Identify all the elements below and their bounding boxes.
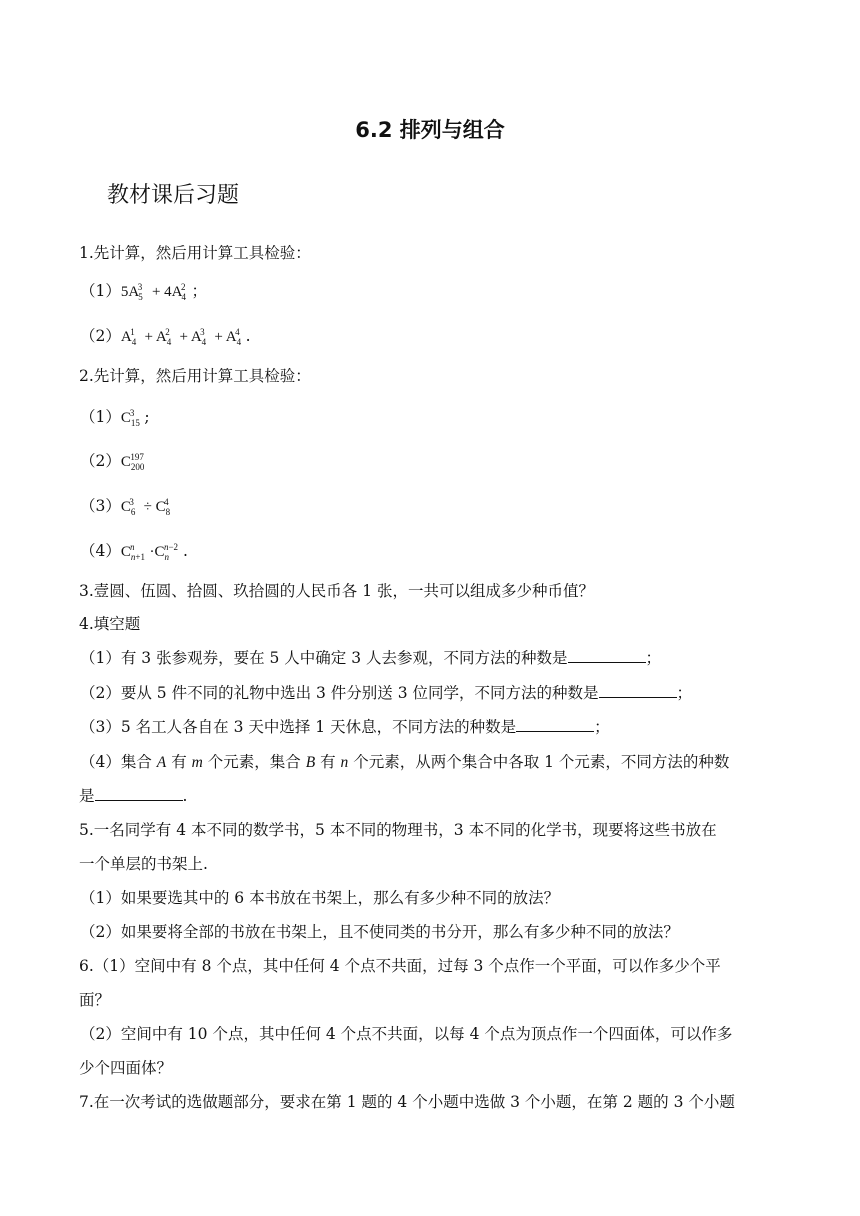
q2-stem: 2.先计算，然后用计算工具检验： xyxy=(79,367,311,385)
q2-part4-expr: $C_{n+1}^n \cdot C_n^{n-2}$ xyxy=(120,542,179,562)
q7-stem-line1: 7.在一次考试的选做题部分，要求在第 1 题的 4 个小题中选做 3 个小题，在第 2 题的 3 个小题 xyxy=(79,1093,735,1111)
q1-stem: 1.先计算，然后用计算工具检验： xyxy=(79,244,311,262)
q6-part1-line2: 面？ xyxy=(79,991,111,1009)
q5-stem-line1: 5.一名同学有 4 本不同的数学书，5 本不同的物理书，3 本不同的化学书，现要将这些书放在 xyxy=(79,821,717,839)
q2-part2-expr: $C_{200}^{197}$ xyxy=(120,452,145,472)
q1-part1: $(1)5A_5^3 + 4A_4^2$ ； xyxy=(80,282,208,302)
page-title: 6.2 排列与组合 xyxy=(355,118,505,142)
section-heading: 教材课后习题 xyxy=(107,183,240,208)
q2-part3: $(3)C_6^3 \div C_8^4$ xyxy=(80,496,175,517)
q5-stem-line2: 一个单层的书架上. xyxy=(79,855,208,873)
q6-part1-line1: 6.（1）空间中有 8 个点，其中任何 4 个点不共面，过每 3 个点作一个平面，可以作多少个平 xyxy=(79,957,721,975)
q4-part3: （3）5 名工人各自在 3 天中选择 1 天休息，不同方法的种数是 ； xyxy=(80,718,610,736)
q4-part4-line2: 是 . xyxy=(79,787,188,805)
q4-part1: （1）有 3 张参观券，要在 5 人中确定 3 人去参观，不同方法的种数是 ； xyxy=(80,649,662,667)
q6-part2-line1: （2）空间中有 10 个点，其中任何 4 个点不共面，以每 4 个点为顶点作一个四面体，可以作多 xyxy=(80,1025,733,1043)
q2-part1-expr: $C_{15}^3$ xyxy=(120,408,140,428)
q2-part1: $(1)C_{15}^3$ ; xyxy=(80,408,150,428)
q2-part2: $(2)C_{200}^{197}$ xyxy=(80,451,158,472)
q2-part4: $(4)C_{n+1}^n \cdot C_n^{n-2}$ . xyxy=(80,542,188,562)
q4-part3-blank[interactable] xyxy=(516,717,594,732)
q6-part2-line2: 少个四面体？ xyxy=(79,1059,173,1077)
q1-part2: $(2)A_4^1 + A_4^2 + A_4^3 + A_4^4$ . xyxy=(80,327,251,347)
q1-part1-expr: $5A_5^3 + 4A_4^2$ xyxy=(120,282,187,302)
q4-part2-blank[interactable] xyxy=(599,683,677,698)
q4-stem: 4.填空题 xyxy=(79,615,141,633)
q3-stem: 3.壹圆、伍圆、拾圆、玖拾圆的人民币各 1 张，一共可以组成多少种币值？ xyxy=(79,582,595,600)
q1-part2-expr: $A_4^1 + A_4^2 + A_4^3 + A_4^4$ xyxy=(120,327,242,347)
q4-part1-blank[interactable] xyxy=(568,648,646,663)
q5-part2: （2）如果要将全部的书放在书架上，且不使同类的书分开，那么有多少种不同的放法？ xyxy=(80,923,679,941)
q4-part4-blank[interactable] xyxy=(95,786,183,801)
q4-part2: （2）要从 5 件不同的礼物中选出 3 件分别送 3 位同学，不同方法的种数是 ； xyxy=(80,684,693,702)
q5-part1: （1）如果要选其中的 6 本书放在书架上，那么有多少种不同的放法？ xyxy=(80,889,560,907)
q2-part3-expr: $C_6^3 \div C_8^4$ xyxy=(120,497,171,517)
q4-part4: （4）集合 A 有 m 个元素，集合 B 有 n 个元素，从两个集合中各取 1 个元素，不同方法的种数 xyxy=(80,753,730,771)
